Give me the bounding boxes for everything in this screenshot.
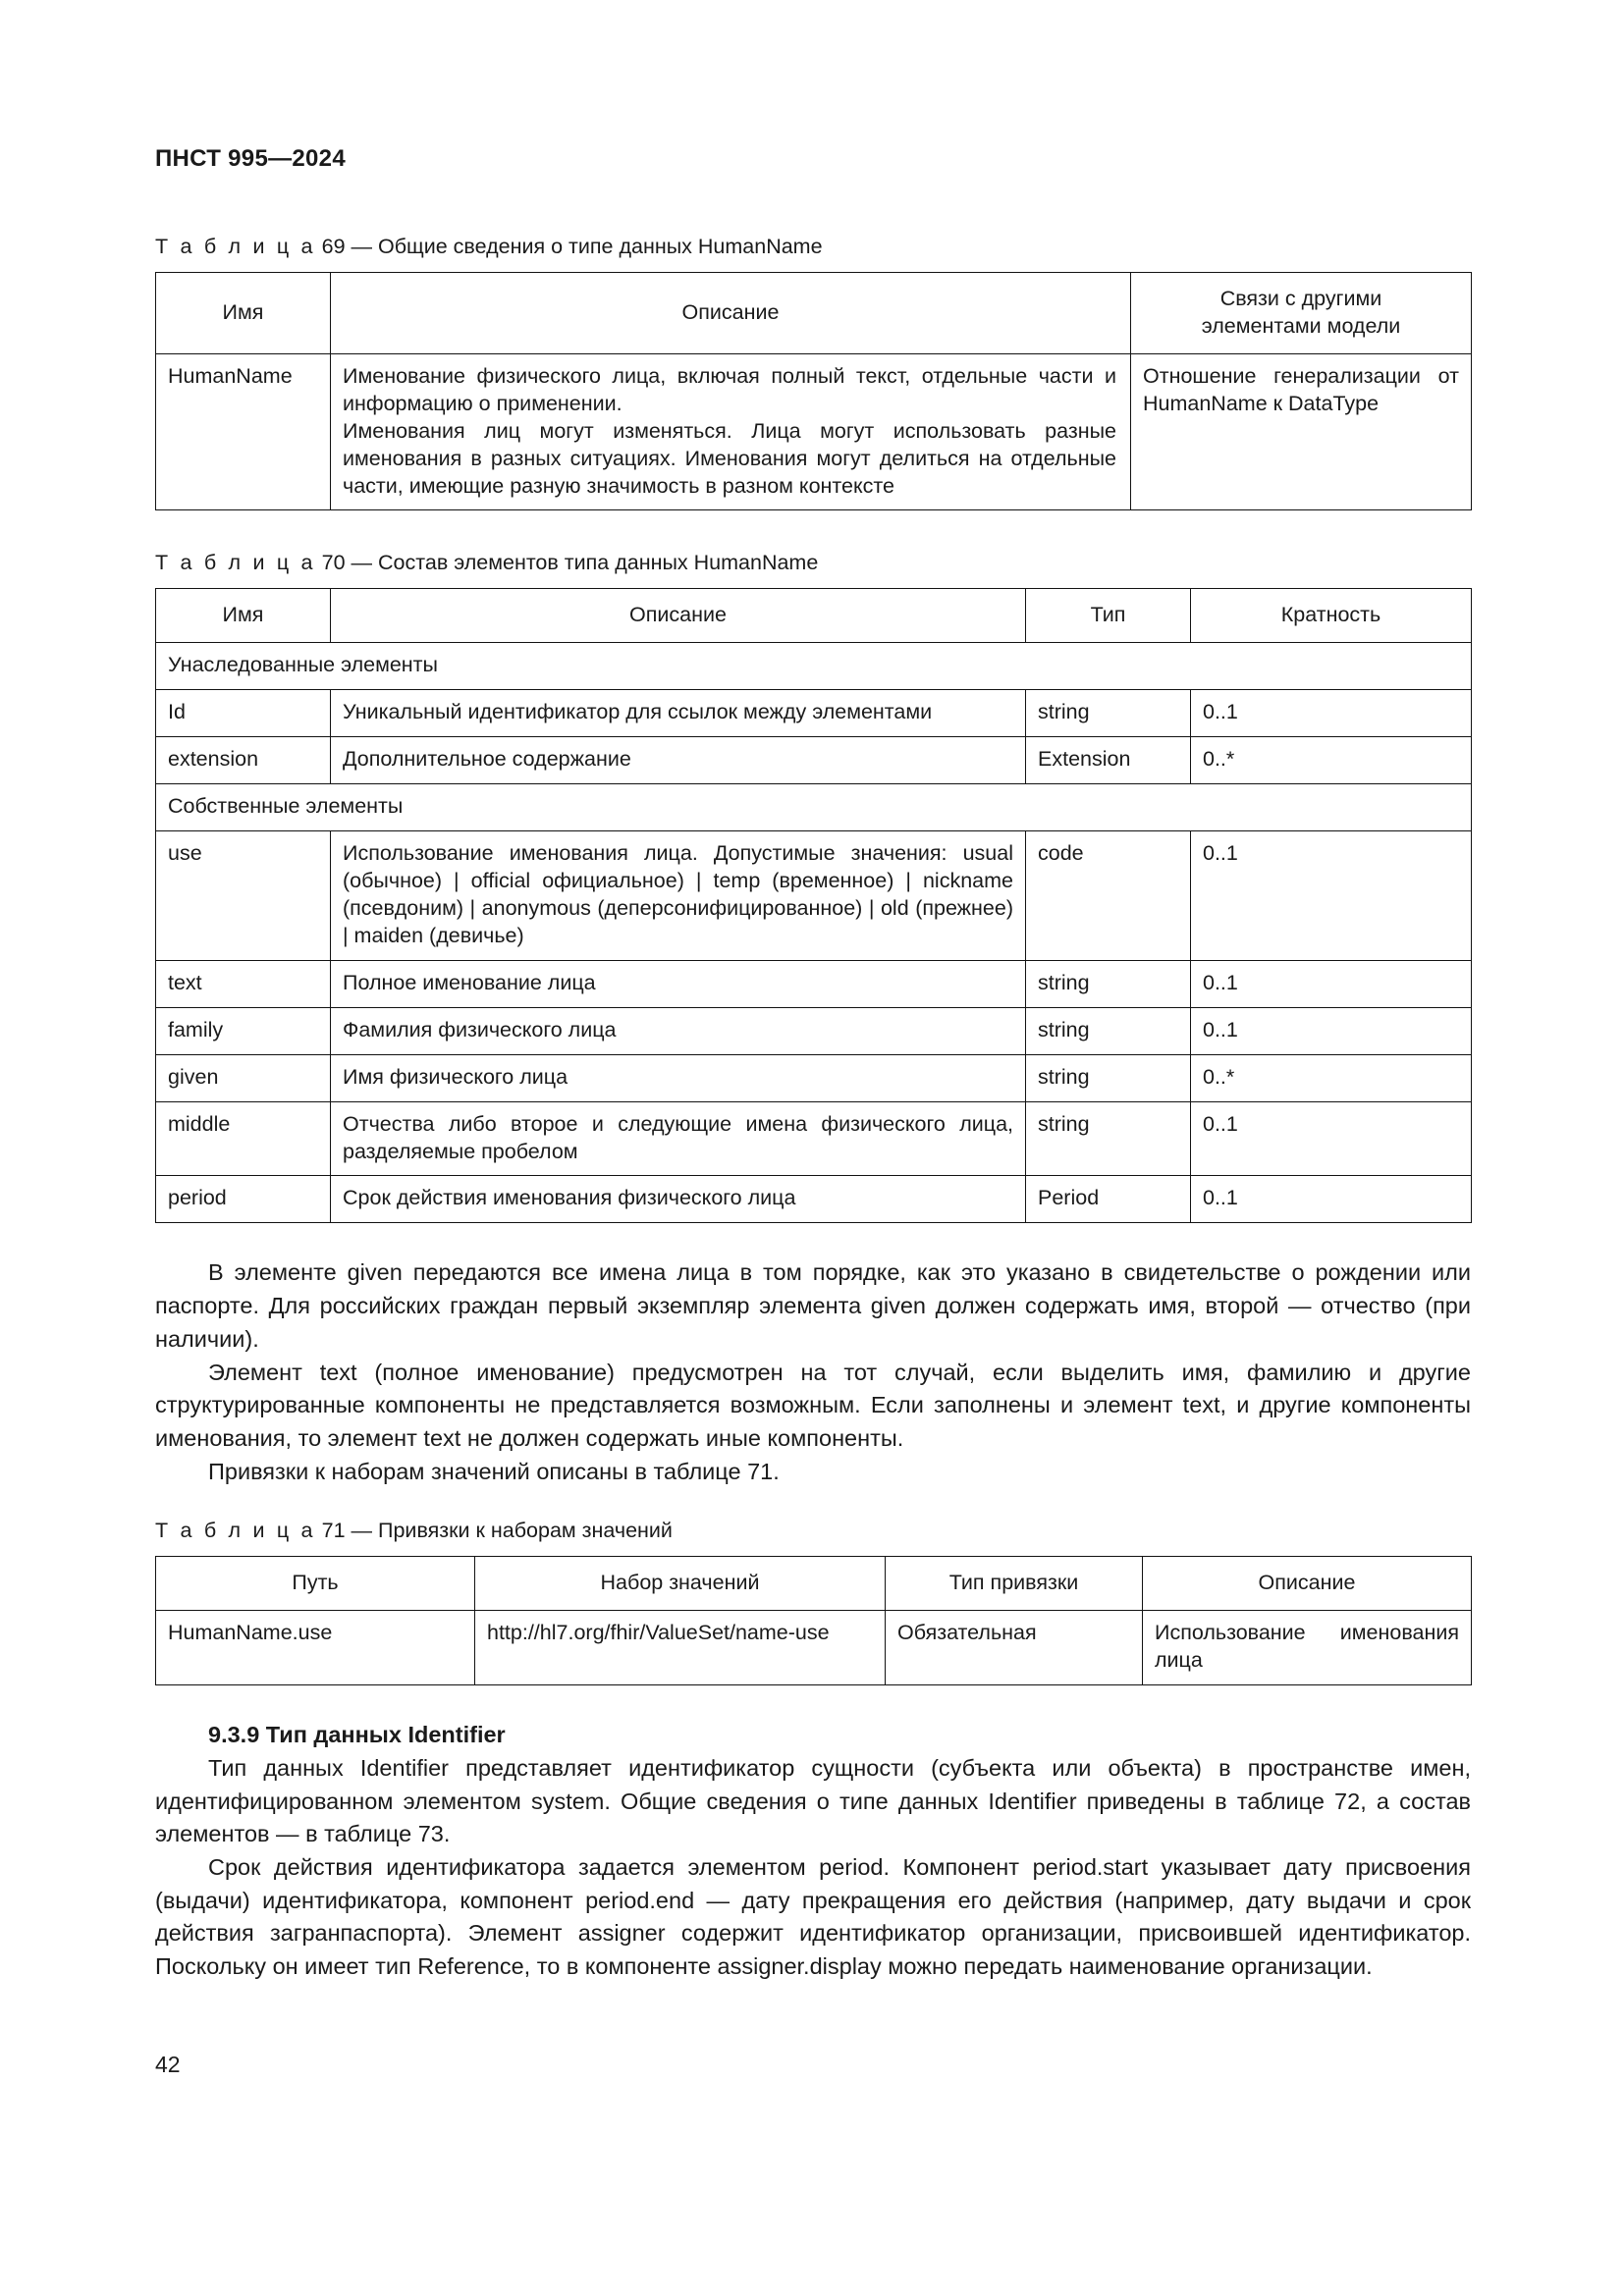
table-70-section-own [156,784,1472,831]
table-71-caption-text: 71 — Привязки к наборам значений [321,1519,673,1543]
table-70-cell-description: Фамилия физического лица [331,1007,1026,1054]
table-row [156,1007,1472,1054]
table-row [156,1611,1472,1685]
table-70-cell-type: string [1026,960,1191,1007]
table-71-cell-path: HumanName.use [156,1611,475,1685]
table-70-cell-description: Имя физического лица [331,1054,1026,1101]
table-71-cell-description: Использование именования лица [1143,1611,1472,1685]
body-paragraph-bindings: Привязки к наборам значений описаны в таблице 71. [208,1458,780,1484]
table-70 [155,588,1472,1223]
table-70-caption [155,550,1471,576]
table-row [156,960,1472,1007]
table-69-caption [155,234,1471,260]
running-head: ПНСТ 995—2024 [155,145,346,172]
table-71-caption-label: Т а б л и ц а [155,1519,316,1543]
table-70-cell-type: string [1026,690,1191,737]
table-71-header-binding-type: Тип привязки [886,1557,1143,1611]
table-70-header-cardinality: Кратность [1191,589,1472,643]
table-70-section-own-label: Собственные элементы [156,784,1472,831]
section-paragraph-2: Срок действия идентификатора задается элементом period. Компонент period.start указывает дату присвоения (выдачи) идентификатора, компонент period.end — дату прекращения его действия (например, дату выдачи и срок действия загранпаспорта). Элемент assigner содержит идентификатор организации, присвоившей идентификатор. Поскольку он имеет тип Reference, то в компоненте assigner.display можно передать наименование организации. [155,1853,1471,1980]
table-row [156,1054,1472,1101]
table-69-header-row [156,272,1472,353]
table-71-cell-binding-type: Обязательная [886,1611,1143,1685]
table-70-header-row [156,589,1472,643]
table-70-cell-cardinality: 0..1 [1191,831,1472,961]
table-70-cell-name: family [156,1007,331,1054]
table-70-cell-type: Period [1026,1176,1191,1223]
table-70-cell-name: extension [156,737,331,784]
table-70-cell-description: Уникальный идентификатор для ссылок между элементами [331,690,1026,737]
table-70-section-inherited-label: Унаследованные элементы [156,643,1472,690]
section-heading: 9.3.9 Тип данных Identifier [208,1722,506,1748]
table-71-header-path: Путь [156,1557,475,1611]
table-69-caption-label: Т а б л и ц а [155,235,316,258]
body-paragraph-text: Элемент text (полное именование) предусмотрен на тот случай, если выделить имя, фамилию и другие структурированные компоненты не представляется возможным. Если заполнены и элемент text, и другие компоненты именования, то элемент text не должен содержать иные компоненты. [155,1359,1471,1451]
table-71-cell-valueset: http://hl7.org/fhir/ValueSet/name-use [475,1611,886,1685]
table-70-caption-label: Т а б л и ц а [155,551,316,575]
table-69-cell-relations: Отношение генерализации от HumanName к DataType [1131,353,1472,510]
table-69-header-relations-line1: Связи с другими [1219,286,1382,310]
spacer [155,510,1471,550]
table-70-cell-description: Отчества либо второе и следующие имена физического лица, разделяемые пробелом [331,1101,1026,1176]
table-70-cell-cardinality: 0..1 [1191,1007,1472,1054]
table-70-cell-cardinality: 0..1 [1191,1101,1472,1176]
table-69 [155,272,1472,511]
table-71-header-row [156,1557,1472,1611]
table-70-caption-text: 70 — Состав элементов типа данных HumanName [321,551,819,575]
table-70-header-name: Имя [156,589,331,643]
table-70-cell-cardinality: 0..* [1191,1054,1472,1101]
table-70-cell-description: Дополнительное содержание [331,737,1026,784]
table-row [156,353,1472,510]
table-70-cell-cardinality: 0..1 [1191,960,1472,1007]
table-70-cell-description: Использование именования лица. Допустимые значения: usual (обычное) | official официальное) | temp (временное) | nickname (псевдоним) | anonymous (деперсонифицированное) | old (прежнее) | maiden (девичье) [331,831,1026,961]
table-70-cell-name: text [156,960,331,1007]
table-71-caption [155,1518,1471,1544]
table-70-cell-cardinality: 0..* [1191,737,1472,784]
table-70-header-type: Тип [1026,589,1191,643]
table-69-caption-text: 69 — Общие сведения о типе данных HumanName [321,235,823,258]
table-70-cell-name: period [156,1176,331,1223]
table-71 [155,1556,1472,1685]
table-70-cell-name: Id [156,690,331,737]
page-number: 42 [155,2052,181,2077]
spacer [155,1488,1471,1518]
table-row [156,1101,1472,1176]
table-70-cell-type: code [1026,831,1191,961]
table-71-header-valueset: Набор значений [475,1557,886,1611]
table-70-cell-name: given [156,1054,331,1101]
table-69-header-relations-line2: элементами модели [1201,313,1401,338]
table-70-cell-description: Полное именование лица [331,960,1026,1007]
table-70-cell-name: use [156,831,331,961]
table-70-cell-type: string [1026,1101,1191,1176]
table-69-description-p2: Именования лиц могут изменяться. Лица могут использовать разные именования в разных ситуациях. Именования могут делиться на отдельные части, имеющие разную значимость в разном контексте [343,418,1116,498]
table-70-cell-cardinality: 0..1 [1191,690,1472,737]
table-69-cell-description [331,353,1131,510]
section-9-3-9 [155,1719,1471,1984]
table-69-header-name: Имя [156,272,331,353]
table-69-header-description: Описание [331,272,1131,353]
table-70-cell-type: string [1026,1054,1191,1101]
body-paragraph-given: В элементе given передаются все имена лица в том порядке, как это указано в свидетельстве о рождении или паспорте. Для российских граждан первый экземпляр элемента given должен содержать имя, второй — отчество (при наличии). [155,1259,1471,1352]
table-70-cell-name: middle [156,1101,331,1176]
table-row [156,1176,1472,1223]
table-70-cell-cardinality: 0..1 [1191,1176,1472,1223]
table-69-header-relations [1131,272,1472,353]
table-70-header-description: Описание [331,589,1026,643]
table-row [156,831,1472,961]
table-69-cell-name: HumanName [156,353,331,510]
table-row [156,737,1472,784]
table-70-cell-description: Срок действия именования физического лица [331,1176,1026,1223]
section-paragraph-1: Тип данных Identifier представляет идентификатор сущности (субъекта или объекта) в пространстве имен, идентифицированном элементом system. Общие сведения о типе данных Identifier приведены в таблице 72, а состав элементов — в таблице 73. [155,1754,1471,1847]
body-paragraphs-1 [155,1256,1471,1488]
table-69-description-p1: Именование физического лица, включая полный текст, отдельные части и информацию о применении. [343,363,1116,415]
table-70-cell-type: Extension [1026,737,1191,784]
page-content [155,147,1471,1984]
table-row [156,690,1472,737]
table-70-section-inherited [156,643,1472,690]
table-71-header-description: Описание [1143,1557,1472,1611]
table-70-cell-type: string [1026,1007,1191,1054]
